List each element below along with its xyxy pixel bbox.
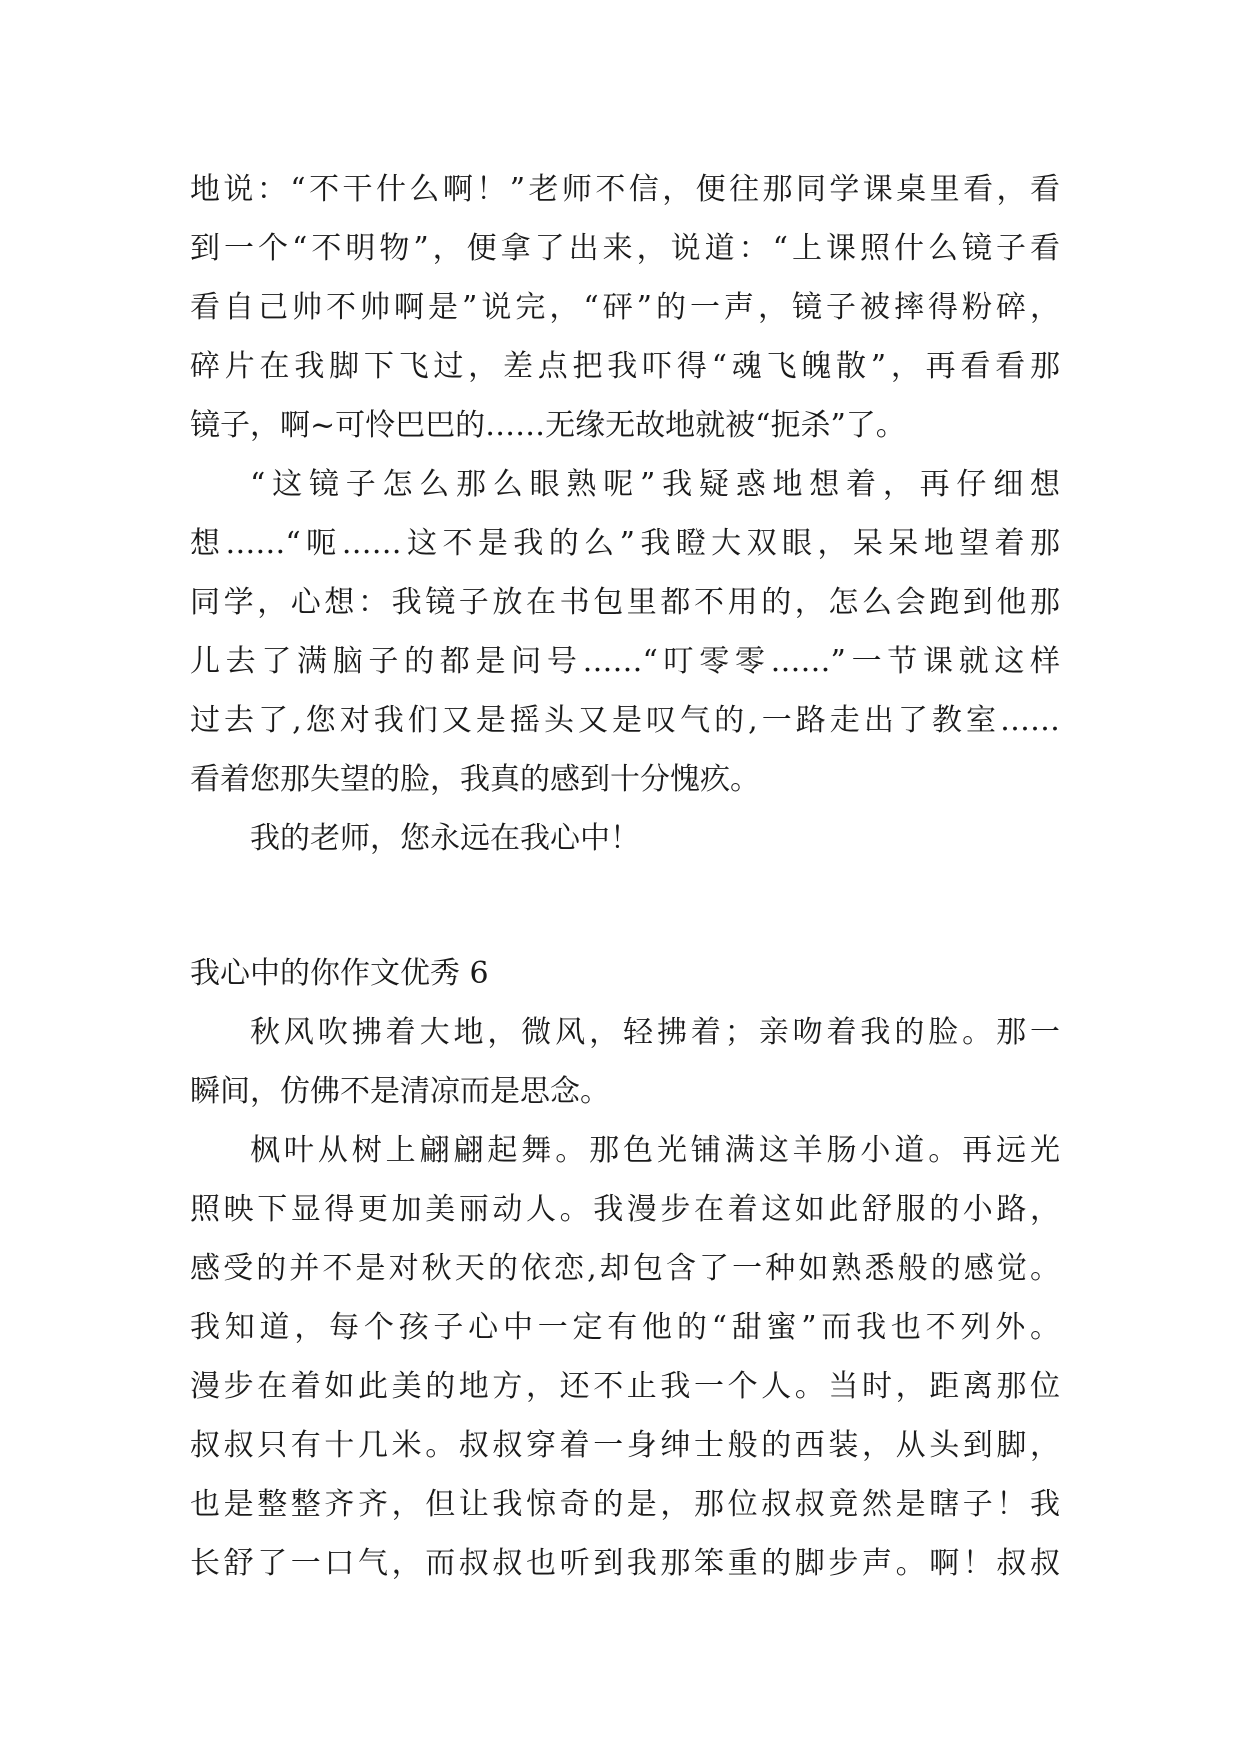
text-line: 照映下显得更加美丽动人。我漫步在着这如此舒服的小路， (190, 1192, 1060, 1227)
text-line: “这镜子怎么那么眼熟呢”我疑惑地想着，再仔细想 (250, 467, 1060, 502)
text-line: 看着您那失望的脸，我真的感到十分愧疚。 (190, 762, 760, 797)
paragraph (190, 1003, 1060, 1121)
text-line: 感受的并不是对秋天的依恋,却包含了一种如熟悉般的感觉。 (190, 1251, 1060, 1286)
text-line: 地说：“不干什么啊！”老师不信，便往那同学课桌里看，看 (190, 172, 1060, 207)
text-line: 也是整整齐齐，但让我惊奇的是，那位叔叔竟然是瞎子！我 (190, 1487, 1060, 1522)
paragraph (190, 1121, 1060, 1593)
section-gap (190, 868, 1060, 944)
text-line: 镜子，啊~可怜巴巴的……无缘无故地就被“扼杀”了。 (190, 408, 906, 443)
paragraph (190, 160, 1060, 455)
text-line: 秋风吹拂着大地，微风，轻拂着；亲吻着我的脸。那一 (250, 1015, 1060, 1050)
text-line: 到一个“不明物”，便拿了出来，说道：“上课照什么镜子看 (190, 231, 1060, 266)
text-line: 过去了,您对我们又是摇头又是叹气的,一路走出了教室…… (190, 703, 1060, 738)
text-line: 想……“呃……这不是我的么”我瞪大双眼，呆呆地望着那 (190, 526, 1060, 561)
text-line: 瞬间，仿佛不是清凉而是思念。 (190, 1074, 610, 1109)
text-line: 我的老师，您永远在我心中！ (250, 821, 640, 856)
document-body (190, 160, 1060, 1593)
text-line: 看自己帅不帅啊是”说完，“砰”的一声，镜子被摔得粉碎， (190, 290, 1060, 325)
text-line: 同学，心想：我镜子放在书包里都不用的，怎么会跑到他那 (190, 585, 1060, 620)
text-line: 长舒了一口气，而叔叔也听到我那笨重的脚步声。啊！叔叔 (190, 1546, 1060, 1581)
text-line: 漫步在着如此美的地方，还不止我一个人。当时，距离那位 (190, 1369, 1060, 1404)
paragraph (190, 809, 1060, 868)
text-line: 枫叶从树上翩翩起舞。那色光铺满这羊肠小道。再远光 (250, 1133, 1060, 1168)
text-line: 儿去了满脑子的都是问号……“叮零零……”一节课就这样 (190, 644, 1060, 679)
paragraph (190, 455, 1060, 809)
text-line: 碎片在我脚下飞过，差点把我吓得“魂飞魄散”，再看看那 (190, 349, 1060, 384)
section-title: 我心中的你作文优秀 6 (190, 956, 489, 991)
text-line: 我知道，每个孩子心中一定有他的“甜蜜”而我也不列外。 (190, 1310, 1060, 1345)
text-line: 叔叔只有十几米。叔叔穿着一身绅士般的西装，从头到脚， (190, 1428, 1060, 1463)
